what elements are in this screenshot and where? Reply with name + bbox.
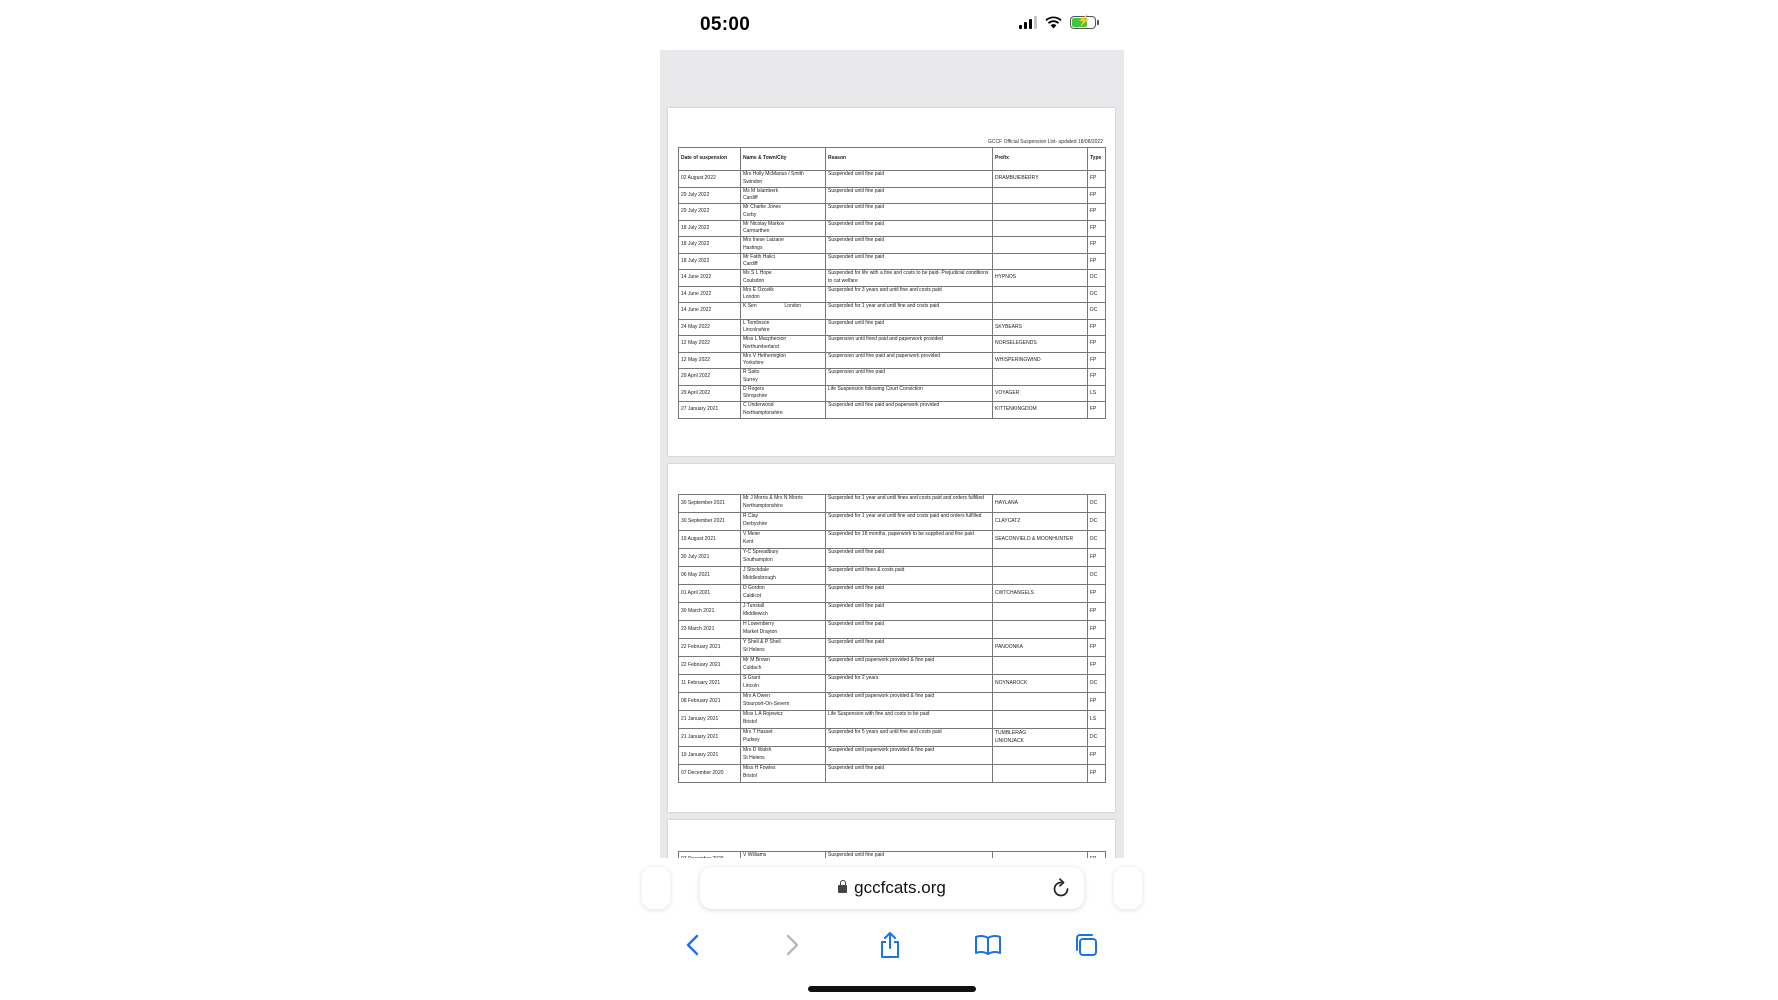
list-updated-note: GCCF Official Suspension List- updated 18/08/2022 xyxy=(988,139,1103,145)
type-cell: FP xyxy=(1088,171,1106,188)
name-town-cell: Ms S L Hope Coulsdon xyxy=(741,270,826,287)
prefix-cell xyxy=(993,220,1088,237)
name-town-cell: D Rogers Shropshire xyxy=(741,385,826,402)
suspension-date-cell: 24 May 2022 xyxy=(679,319,741,336)
reason-cell: Suspended for 18 months, paperwork to be supplied and fine paid xyxy=(826,531,993,549)
name-town-cell: Mrs Holly McManus / Smith Swindon xyxy=(741,171,826,188)
type-cell: FP xyxy=(1088,187,1106,204)
name-town-cell: Miss L A Rojewicz Bristol xyxy=(741,711,826,729)
suspension-date-cell: 22 February 2021 xyxy=(679,639,741,657)
prefix-cell xyxy=(993,303,1088,320)
reason-cell: Suspended for 5 years and until fine and costs paid xyxy=(826,729,993,747)
status-icons xyxy=(1019,16,1096,29)
name-town-cell: Mrs V Hetherington Yorkshire xyxy=(741,352,826,369)
table-row xyxy=(679,286,1106,303)
bookmarks-button[interactable] xyxy=(973,930,1003,960)
reason-cell: Suspended until fines & costs paid xyxy=(826,567,993,585)
reason-cell: Suspended for 3 years and until fine and costs paid xyxy=(826,286,993,303)
suspension-date-cell: 29 July 2022 xyxy=(679,204,741,221)
suspension-date-cell: 30 March 2021 xyxy=(679,603,741,621)
prefix-cell xyxy=(993,549,1088,567)
name-town-cell: Mrs D Walsh St Helens xyxy=(741,747,826,765)
type-cell: DC xyxy=(1088,675,1106,693)
prefix-cell xyxy=(993,657,1088,675)
table-row xyxy=(679,385,1106,402)
type-cell: FP xyxy=(1088,585,1106,603)
name-town-cell: Mr Fatih Halici Cardiff xyxy=(741,253,826,270)
name-town-cell: V Meier Kent xyxy=(741,531,826,549)
type-cell: DC xyxy=(1088,513,1106,531)
table-row xyxy=(679,319,1106,336)
table-row xyxy=(679,204,1106,221)
name-town-cell: Mrs E Ozcelik London xyxy=(741,286,826,303)
name-town-cell: H Lowenberry Market Drayton xyxy=(741,621,826,639)
type-cell: FP xyxy=(1088,603,1106,621)
type-cell: FP xyxy=(1088,639,1106,657)
reason-cell: Suspended until fine paid xyxy=(826,171,993,188)
prefix-cell xyxy=(993,711,1088,729)
column-header: Type xyxy=(1088,148,1106,171)
type-cell: FP xyxy=(1088,402,1106,419)
suspension-date-cell: 27 January 2021 xyxy=(679,402,741,419)
cellular-signal-icon xyxy=(1019,16,1037,29)
table-row xyxy=(679,693,1106,711)
type-cell: FP xyxy=(1088,657,1106,675)
reason-cell: Suspended until fine paid xyxy=(826,319,993,336)
table-row xyxy=(679,639,1106,657)
table-row xyxy=(679,657,1106,675)
back-button[interactable] xyxy=(678,930,708,960)
suspension-date-cell: 29 July 2022 xyxy=(679,187,741,204)
column-header: Reason xyxy=(826,148,993,171)
type-cell: DC xyxy=(1088,729,1106,747)
reason-cell: Suspended until fine paid xyxy=(826,237,993,254)
type-cell: DC xyxy=(1088,531,1106,549)
prefix-cell xyxy=(993,747,1088,765)
type-cell: FP xyxy=(1088,253,1106,270)
table-row xyxy=(679,549,1106,567)
reason-cell: Suspended for 1 year and until fine and costs paid xyxy=(826,303,993,320)
next-tab-peek[interactable] xyxy=(1114,867,1142,909)
bottom-toolbar xyxy=(660,920,1124,1000)
suspension-date-cell: 12 May 2022 xyxy=(679,352,741,369)
suspension-date-cell: 30 September 2021 xyxy=(679,495,741,513)
book-icon xyxy=(974,934,1002,956)
suspension-date-cell: 19 January 2021 xyxy=(679,747,741,765)
reason-cell: Suspension until fine paid and paperwork provided xyxy=(826,352,993,369)
name-town-cell: S Grant Lincoln xyxy=(741,675,826,693)
address-bar xyxy=(660,858,1124,920)
suspension-date-cell: 18 July 2022 xyxy=(679,220,741,237)
name-town-cell: Miss L Macpherson Northumberland xyxy=(741,336,826,353)
chevron-left-icon xyxy=(685,934,701,956)
status-bar xyxy=(660,0,1124,50)
reason-cell: Suspended for 1 year and until fine and costs paid and orders fulfilled xyxy=(826,513,993,531)
pdf-page-2 xyxy=(668,464,1115,812)
table-row xyxy=(679,253,1106,270)
suspension-date-cell: 29 April 2022 xyxy=(679,385,741,402)
type-cell: DC xyxy=(1088,303,1106,320)
table-row xyxy=(679,352,1106,369)
share-icon xyxy=(878,931,902,959)
name-town-cell: Ms M Islamberk Cardiff xyxy=(741,187,826,204)
reason-cell: Suspended until fine paid xyxy=(826,549,993,567)
suspension-date-cell: 11 February 2021 xyxy=(679,675,741,693)
chevron-right-icon xyxy=(784,934,800,956)
table-row xyxy=(679,567,1106,585)
type-cell: FP xyxy=(1088,369,1106,386)
type-cell: FP xyxy=(1088,352,1106,369)
table-row xyxy=(679,603,1106,621)
table-row xyxy=(679,402,1106,419)
prefix-cell xyxy=(993,603,1088,621)
prefix-cell xyxy=(993,765,1088,783)
prefix-cell: SKYBEARS xyxy=(993,319,1088,336)
prefix-cell xyxy=(993,204,1088,221)
prefix-cell xyxy=(993,237,1088,254)
battery-icon: ⚡ xyxy=(1070,16,1096,29)
type-cell: LS xyxy=(1088,711,1106,729)
prefix-cell: CLAYCATZ xyxy=(993,513,1088,531)
prefix-cell xyxy=(993,693,1088,711)
name-town-cell: Y-C Spreadbury Southampton xyxy=(741,549,826,567)
table-row xyxy=(679,495,1106,513)
reason-cell: Life Suspension with fine and costs to be paid xyxy=(826,711,993,729)
phone-screen xyxy=(660,0,1124,1000)
type-cell: FP xyxy=(1088,621,1106,639)
name-town-cell: D Gordon Caldicot xyxy=(741,585,826,603)
suspension-date-cell: 14 June 2022 xyxy=(679,286,741,303)
name-town-cell: V Williams xyxy=(741,852,826,869)
reason-cell: Life Suspension following Court Conviction xyxy=(826,385,993,402)
name-town-cell: R Clay Derbyshire xyxy=(741,513,826,531)
suspension-date-cell: 18 July 2022 xyxy=(679,237,741,254)
lock-icon xyxy=(838,885,847,893)
prefix-cell xyxy=(993,369,1088,386)
suspension-date-cell: 02 August 2022 xyxy=(679,171,741,188)
reason-cell: Suspended until fine paid xyxy=(826,187,993,204)
reason-cell: Suspended for 1 year and until fines and costs paid and orders fulfilled xyxy=(826,495,993,513)
tabs-button[interactable] xyxy=(1071,930,1101,960)
suspension-table xyxy=(678,494,1106,783)
type-cell: LS xyxy=(1088,385,1106,402)
suspension-date-cell: 18 July 2022 xyxy=(679,253,741,270)
name-town-cell: Mr M Brown Culdach xyxy=(741,657,826,675)
type-cell: FP xyxy=(1088,204,1106,221)
name-town-cell: K Sen London xyxy=(741,303,826,320)
suspension-table xyxy=(678,147,1106,419)
table-row xyxy=(679,171,1106,188)
name-town-cell: Miss H Fowles Bristol xyxy=(741,765,826,783)
prefix-cell: VOYAGER xyxy=(993,385,1088,402)
tabs-icon xyxy=(1073,932,1099,958)
reason-cell: Suspended until fine paid xyxy=(826,585,993,603)
reason-cell: Suspended until fine paid xyxy=(826,253,993,270)
type-cell: FP xyxy=(1088,693,1106,711)
suspension-date-cell: 21 January 2021 xyxy=(679,711,741,729)
prefix-cell: CWTCHANGELS xyxy=(993,585,1088,603)
column-header: Date of suspension xyxy=(679,148,741,171)
suspension-date-cell: 06 May 2021 xyxy=(679,567,741,585)
table-row xyxy=(679,675,1106,693)
name-town-cell: C Underwood Northamptonshire xyxy=(741,402,826,419)
url-field[interactable] xyxy=(700,867,1084,909)
wifi-icon xyxy=(1045,16,1062,29)
column-header: Prefix xyxy=(993,148,1088,171)
type-cell: DC xyxy=(1088,270,1106,287)
type-cell: FP xyxy=(1088,319,1106,336)
type-cell: DC xyxy=(1088,495,1106,513)
name-town-cell: L Tomlinson Lincolnshire xyxy=(741,319,826,336)
reason-cell: Suspended until fine paid xyxy=(826,639,993,657)
table-row xyxy=(679,513,1106,531)
prefix-cell xyxy=(993,567,1088,585)
prefix-cell: TUMBLERAG UNIONJACK xyxy=(993,729,1088,747)
column-header: Name & Town/City xyxy=(741,148,826,171)
suspension-date-cell: 14 June 2022 xyxy=(679,270,741,287)
prefix-cell: PANOONKA xyxy=(993,639,1088,657)
name-town-cell: R Saito Surrey xyxy=(741,369,826,386)
table-row xyxy=(679,711,1106,729)
reason-cell: Suspended until fine paid xyxy=(826,220,993,237)
table-row xyxy=(679,747,1106,765)
type-cell: FP xyxy=(1088,237,1106,254)
reason-cell: Suspended until fine paid xyxy=(826,621,993,639)
name-town-cell: Mr Charlie Jones Corby xyxy=(741,204,826,221)
name-town-cell: J Tunstall Middlewich xyxy=(741,603,826,621)
table-row xyxy=(679,765,1106,783)
suspension-date-cell: 29 April 2022 xyxy=(679,369,741,386)
reason-cell: Suspended until paperwork provided & fine paid xyxy=(826,693,993,711)
reload-icon[interactable] xyxy=(1050,877,1072,899)
previous-tab-peek[interactable] xyxy=(642,867,670,909)
table-row xyxy=(679,729,1106,747)
status-time: 05:00 xyxy=(700,14,751,35)
prefix-cell: HYPNOS xyxy=(993,270,1088,287)
table-row xyxy=(679,220,1106,237)
table-row xyxy=(679,270,1106,287)
type-cell: DC xyxy=(1088,567,1106,585)
suspension-date-cell: 07 December 2020 xyxy=(679,765,741,783)
table-row xyxy=(679,531,1106,549)
type-cell: FP xyxy=(1088,220,1106,237)
suspension-date-cell: 14 June 2022 xyxy=(679,303,741,320)
type-cell: FP xyxy=(1088,336,1106,353)
table-row xyxy=(679,237,1106,254)
pdf-page-1 xyxy=(668,108,1115,456)
suspension-date-cell: 30 July 2021 xyxy=(679,549,741,567)
prefix-cell xyxy=(993,621,1088,639)
name-town-cell: Mr Nicolay Markov Carmarthen xyxy=(741,220,826,237)
reason-cell: Suspended until fine paid and paperwork provided xyxy=(826,402,993,419)
table-row xyxy=(679,585,1106,603)
table-row xyxy=(679,303,1106,320)
prefix-cell: NORSELEGENDS xyxy=(993,336,1088,353)
reason-cell: Suspended until paperwork provided & fine paid xyxy=(826,747,993,765)
pdf-viewer[interactable] xyxy=(660,50,1124,858)
suspension-date-cell: 08 February 2021 xyxy=(679,693,741,711)
reason-cell: Suspended until fine paid xyxy=(826,765,993,783)
name-town-cell: Mr J Morris & Mrs N Morris Northamptonshire xyxy=(741,495,826,513)
suspension-date-cell: 01 April 2021 xyxy=(679,585,741,603)
prefix-cell xyxy=(993,253,1088,270)
name-town-cell: Mrs Inese Laizane Hastings xyxy=(741,237,826,254)
url-text: gccfcats.org xyxy=(854,878,946,897)
prefix-cell: SEACONVIELD & MOONHUNTER xyxy=(993,531,1088,549)
prefix-cell: NOYNAROCK xyxy=(993,675,1088,693)
table-row xyxy=(679,369,1106,386)
suspension-date-cell: 21 January 2021 xyxy=(679,729,741,747)
suspension-date-cell: 19 August 2021 xyxy=(679,531,741,549)
prefix-cell xyxy=(993,187,1088,204)
suspension-date-cell: 22 February 2021 xyxy=(679,657,741,675)
suspension-date-cell: 23 March 2021 xyxy=(679,621,741,639)
reason-cell: Suspended until fine paid xyxy=(826,852,993,869)
prefix-cell: WHISPERINGWIND xyxy=(993,352,1088,369)
table-row xyxy=(679,621,1106,639)
prefix-cell: KITTENKINGDOM xyxy=(993,402,1088,419)
prefix-cell: DRAMBUIEBERRY xyxy=(993,171,1088,188)
reason-cell: Suspension until fined paid and paperwork provided xyxy=(826,336,993,353)
reason-cell: Suspended for 2 years xyxy=(826,675,993,693)
reason-cell: Suspended until paperwork provided & fine paid xyxy=(826,657,993,675)
type-cell: FP xyxy=(1088,747,1106,765)
reason-cell: Suspended until fine paid xyxy=(826,204,993,221)
reason-cell: Suspended until fine paid xyxy=(826,603,993,621)
type-cell: FP xyxy=(1088,549,1106,567)
reason-cell: Suspended for life with a fine and costs to be paid- Prejudicial conditions to cat welfare xyxy=(826,270,993,287)
suspension-date-cell: 12 May 2022 xyxy=(679,336,741,353)
share-button[interactable] xyxy=(875,930,905,960)
name-town-cell: Y Sheil & P Sheil St Helens xyxy=(741,639,826,657)
table-header-row xyxy=(679,148,1106,171)
name-town-cell: Mrs A Owen Stourport-On-Severn xyxy=(741,693,826,711)
prefix-cell: HAYLANA xyxy=(993,495,1088,513)
table-row xyxy=(679,336,1106,353)
type-cell: DC xyxy=(1088,286,1106,303)
table-row xyxy=(679,187,1106,204)
home-indicator[interactable] xyxy=(808,986,976,992)
forward-button[interactable] xyxy=(777,930,807,960)
reason-cell: Suspension until fine paid xyxy=(826,369,993,386)
type-cell: FP xyxy=(1088,765,1106,783)
prefix-cell xyxy=(993,286,1088,303)
suspension-date-cell: 30 September 2021 xyxy=(679,513,741,531)
name-town-cell: J Stockdale Middlesbrough xyxy=(741,567,826,585)
name-town-cell: Mrs T Hasset Pudsey xyxy=(741,729,826,747)
